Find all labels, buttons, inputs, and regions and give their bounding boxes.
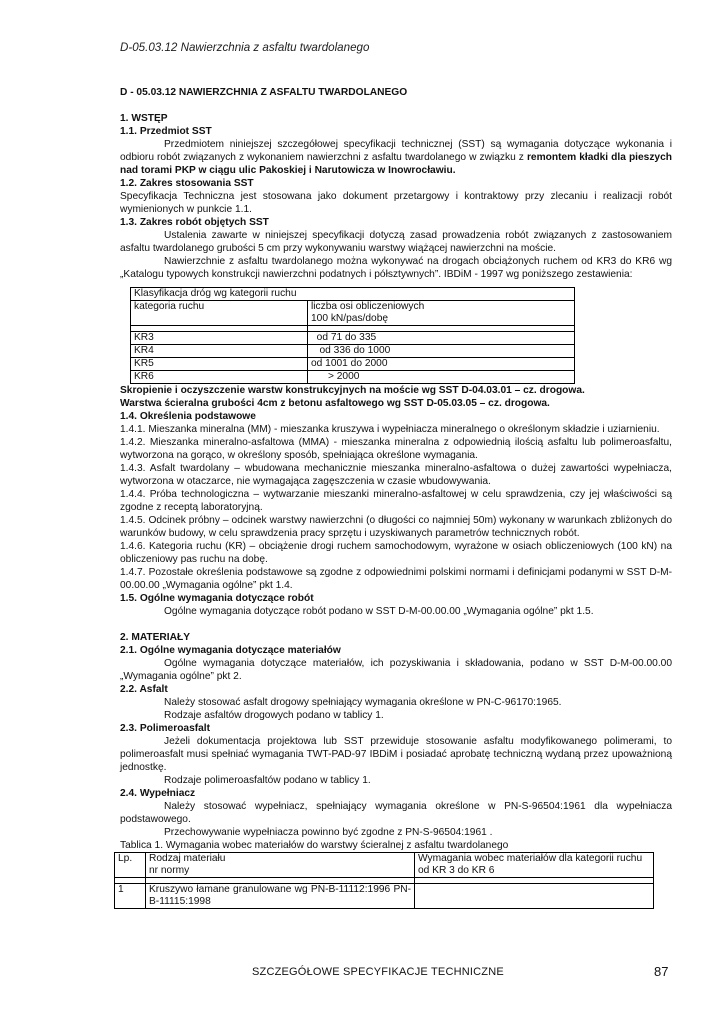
table-row xyxy=(115,853,654,878)
materials-table xyxy=(114,852,654,909)
definition-item: 1.4.3. Asfalt twardolany – wbudowana mechanicznie mieszanka mineralno-asfaltowa o dużej zawartości wypełniacza, wytworzona w otaczarce, nie wymagająca zagęszczenia w czasie wbudowywania. xyxy=(120,463,672,487)
subsection-heading: 2.1. Ogólne wymagania dotyczące materiałów xyxy=(120,645,341,656)
table-row xyxy=(131,288,575,301)
table-caption: Tablica 1. Wymagania wobec materiałów do warstwy ścieralnej z asfaltu twardolanego xyxy=(120,840,509,851)
table-cell: KR5 xyxy=(131,358,308,371)
definition-item: 1.4.7. Pozostałe określenia podstawowe są zgodne z odpowiednimi polskimi normami i definicjami podanymi w SST D-M-00.00.00 „Wymagania ogólne” pkt 1.4. xyxy=(120,567,672,591)
paragraph: Należy stosować wypełniacz, spełniający wymagania określone w PN-S-96504:1961 dla wypełniacza podstawowego. xyxy=(120,801,672,825)
table-cell: > 2000 xyxy=(308,371,575,384)
definition-item: 1.4.2. Mieszanka mineralno-asfaltowa (MMA) - mieszanka mineralna z odpowiednią ilością asfaltu lub polimeroasfaltu, wytworzona na gorąco, w określony sposób, spełniająca określone wymagania. xyxy=(120,437,672,461)
header-line: Rodzaj materiału xyxy=(149,853,226,864)
paragraph: Nawierzchnie z asfaltu twardolanego można wykonywać na drogach obciążonych ruchem od KR3 do KR6 wg „Katalogu typowych konstrukcji nawierzchni podatnych i półsztywnych”. IBDiM - 1997 wg poniższego zestawienia: xyxy=(120,256,672,280)
table-header-cell: kategoria ruchu xyxy=(131,301,308,326)
table-row xyxy=(131,332,575,345)
paragraph: Przechowywanie wypełniacza powinno być zgodne z PN-S-96504:1961 . xyxy=(164,827,493,838)
table-cell: KR4 xyxy=(131,345,308,358)
paragraph: Rodzaje polimeroasfaltów podano w tablicy 1. xyxy=(164,775,371,786)
header-line: Wymagania wobec materiałów dla kategorii ruchu xyxy=(418,853,643,864)
subsection-heading: 2.3. Polimeroasfalt xyxy=(120,723,211,734)
subsection-heading: 1.3. Zakres robót objętych SST xyxy=(120,217,269,228)
paragraph: Ogólne wymagania dotyczące materiałów, ich pozyskiwania i składowania, podano w SST D-M-00.00.00 „Wymagania ogólne” pkt 2. xyxy=(120,658,672,682)
definition-item: 1.4.5. Odcinek próbny – odcinek warstwy nawierzchni (o długości co najmniej 50m) wykonany w warunkach zbliżonych do warunków budowy, w celu sprawdzenia pracy sprzętu i uzyskiwanych parametrów technicznych robót. xyxy=(120,515,672,539)
table-cell: od 336 do 1000 xyxy=(308,345,575,358)
table-cell: KR6 xyxy=(131,371,308,384)
header-line: 100 kN/pas/dobę xyxy=(311,313,389,324)
section-heading: 1. WSTĘP xyxy=(120,113,168,124)
paragraph: Ogólne wymagania dotyczące robót podano w SST D-M-00.00.00 „Wymagania ogólne” pkt 1.5. xyxy=(164,606,594,617)
table-header-cell xyxy=(415,853,654,878)
paragraph: Rodzaje asfaltów drogowych podano w tablicy 1. xyxy=(164,710,384,721)
bold-note: Warstwa ścieralna grubości 4cm z betonu asfaltowego wg SST D-05.03.05 – cz. drogowa. xyxy=(120,398,550,409)
document-title: D - 05.03.12 NAWIERZCHNIA Z ASFALTU TWARDOLANEGO xyxy=(120,87,408,98)
definition-item: 1.4.4. Próba technologiczna – wytwarzanie mieszanki mineralno-asfaltowej w celu sprawdzenia, czy jej właściwości są zgodne z receptą laboratoryjną. xyxy=(120,489,672,513)
table-cell: od 1001 do 2000 xyxy=(308,358,575,371)
header-line: od KR 3 do KR 6 xyxy=(418,865,495,876)
subsection-heading: 1.1. Przedmiot SST xyxy=(120,126,212,137)
document-body xyxy=(120,86,672,909)
subsection-heading: 1.2. Zakres stosowania SST xyxy=(120,178,254,189)
header-line: nr normy xyxy=(149,865,190,876)
footer-title: SZCZEGÓŁOWE SPECYFIKACJE TECHNICZNE xyxy=(252,966,504,978)
road-classification-table xyxy=(130,287,575,384)
definition-item: 1.4.1. Mieszanka mineralna (MM) - mieszanka kruszywa i wypełniacza mineralnego o określonym składzie i uziarnieniu. xyxy=(120,424,660,435)
table-cell: 1 xyxy=(115,884,146,909)
header-line: liczba osi obliczeniowych xyxy=(311,301,425,312)
table-header-cell xyxy=(146,853,415,878)
table-cell: od 71 do 335 xyxy=(308,332,575,345)
table-row xyxy=(131,345,575,358)
table-row xyxy=(131,358,575,371)
table-cell xyxy=(415,884,654,909)
definition-item: 1.4.6. Kategoria ruchu (KR) – obciążenie drogi ruchem samochodowym, wyrażone w osiach obliczeniowych (100 kN) na obliczeniowy pas ruchu na dobę. xyxy=(120,541,672,565)
paragraph xyxy=(120,138,672,177)
running-header: D-05.03.12 Nawierzchnia z asfaltu twardolanego xyxy=(120,41,370,54)
subsection-heading: 1.4. Określenia podstawowe xyxy=(120,411,256,422)
table-cell: KR3 xyxy=(131,332,308,345)
paragraph-text: Przedmiotem niniejszej szczegółowej specyfikacji technicznej (SST) są wymagania dotyczące wykonania i odbioru robót związanych z wykonaniem nawierzchni z asfaltu twardolanego w związku z xyxy=(120,139,672,163)
paragraph: Ustalenia zawarte w niniejszej specyfikacji dotyczą zasad prowadzenia robót związanych z zastosowaniem asfaltu twardolanego grubości 5 cm przy wykonywaniu warstwy wiążącej nawierzchni na moście. xyxy=(120,230,672,254)
paragraph: Jeżeli dokumentacja projektowa lub SST przewiduje stosowanie asfaltu modyfikowanego polimerami, to polimeroasfalt musi spełniać wymagania TWT-PAD-97 IBDiM i posiadać aprobatę techniczną wydaną przez upoważnioną jednostkę. xyxy=(120,736,672,773)
table-row xyxy=(115,884,654,909)
table-header-cell: Lp. xyxy=(115,853,146,878)
section-heading: 2. MATERIAŁY xyxy=(120,632,190,643)
table-header-cell xyxy=(308,301,575,326)
subsection-heading: 2.2. Asfalt xyxy=(120,684,168,695)
paragraph-bold-text: remontem kładki dla pieszych nad torami PKP w ciągu ulic Pakoskiej i Narutowicza w Inowrocławiu. xyxy=(120,152,672,176)
spacer xyxy=(120,618,672,631)
page-number: 87 xyxy=(654,964,669,979)
bold-note: Skropienie i oczyszczenie warstw konstrukcyjnych na moście wg SST D-04.03.01 – cz. drogowa. xyxy=(120,385,585,396)
paragraph: Specyfikacja Techniczna jest stosowana jako dokument przetargowy i kontraktowy przy zlecaniu i realizacji robót wymienionych w punkcie 1.1. xyxy=(120,191,672,215)
table-title-cell: Klasyfikacja dróg wg kategorii ruchu xyxy=(131,288,575,301)
paragraph: Należy stosować asfalt drogowy spełniający wymagania określone w PN-C-96170:1965. xyxy=(164,697,562,708)
table-row xyxy=(131,301,575,326)
subsection-heading: 2.4. Wypełniacz xyxy=(120,788,196,799)
subsection-heading: 1.5. Ogólne wymagania dotyczące robót xyxy=(120,593,314,604)
table-row xyxy=(131,371,575,384)
table-cell: Kruszywo łamane granulowane wg PN-B-11112:1996 PN-B-11115:1998 xyxy=(146,884,415,909)
